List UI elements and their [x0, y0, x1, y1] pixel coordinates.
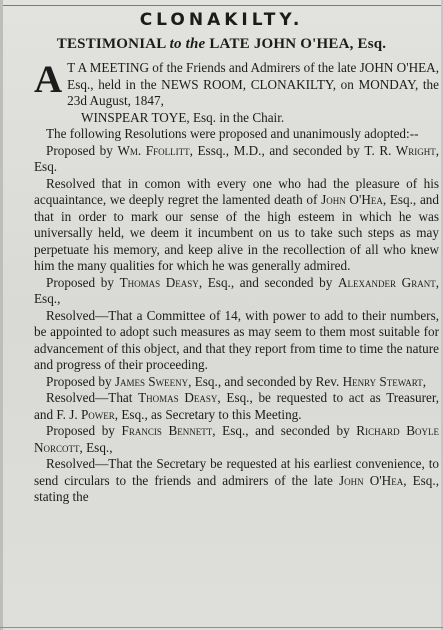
text: Resolved that in comon with every one who had the pleasure of his acquaintance, we deeply regret the lamented death of [34, 175, 439, 207]
proposal-1 [34, 143, 439, 176]
subheadline-part-1: TESTIMONIAL [56, 36, 170, 52]
proposer-name: Thomas Deasy [119, 274, 199, 290]
proposer-name: Francis Bennett [121, 423, 213, 438]
subheadline-italic: to the [169, 36, 206, 52]
resolution-3 [34, 390, 439, 423]
drop-cap: A [34, 58, 63, 101]
text: Proposed by [46, 274, 120, 290]
text: , Esq., [34, 274, 439, 306]
text: , [422, 373, 426, 389]
headline: CLONAKILTY. [139, 10, 304, 30]
subheadline-part-2: LATE JOHN O'HEA, Esq. [205, 36, 387, 52]
text: , Esq., and seconded by Rev. [188, 373, 343, 389]
text: Resolved—That the Secretary be requested at his earliest convenience, to send circulars to the friends and admirers of the late [34, 456, 439, 488]
text: , Essq., M.D., and seconded by [189, 142, 365, 158]
bottom-rule [0, 627, 443, 628]
resolution-4 [34, 456, 439, 506]
text: , Esq. [34, 142, 440, 174]
top-rule [0, 5, 443, 6]
person-name: Thomas Deasy [138, 390, 218, 405]
chair-line: WINSPEAR TOYE, Esq. in the Chair. [81, 109, 285, 125]
text: Proposed by [46, 142, 118, 158]
resolutions-intro: The following Resolutions were proposed and unanimously adopted:-- [46, 126, 419, 141]
text: , Esq., stating the [34, 472, 439, 504]
proposal-2 [34, 275, 439, 308]
opening-text: T A MEETING of the Friends and Admirers of the late JOHN O'HEA, Esq., held in the NEWS ROOM, CLONAKILTY, on MONDAY, the 23d August, 1847, [67, 60, 439, 108]
resolution-2: Resolved—That a Committee of 14, with power to add to their numbers, be appointed to adopt such measures as may seem to them most suitable for advancement of this object, and that they report from time to time the nature and progress of their proceeding. [34, 307, 439, 372]
text: Resolved—That [46, 390, 139, 405]
seconder-name: Richard Boyle Norcott [34, 423, 439, 455]
text: , Esq., and that in order to mark our sense of the high esteem in which he was universally held, we deem it incumbent on us to take such steps as may perpetuate his memory, and keep alive in the recollection of all who knew him the many qualities for which he was generally admired. [34, 192, 439, 273]
person-name: John O'Hea [339, 472, 404, 488]
seconder-name: Henry Stewart [342, 373, 423, 389]
text: , Esq., be requested to act as Treasurer, and F. J. [34, 390, 440, 422]
subheadline [0, 36, 443, 53]
text: Proposed by [46, 423, 122, 438]
person-name: Power [80, 406, 115, 422]
seconder-name: Alexander Grant [338, 274, 436, 290]
proposal-4 [34, 423, 439, 456]
left-edge [0, 0, 3, 630]
resolution-1 [34, 176, 439, 275]
person-name: John O'Hea [321, 192, 383, 207]
text: , Esq., and seconded by [212, 423, 357, 438]
text: , Esq., and seconded by [198, 274, 339, 290]
proposer-name: Wm. Ffollitt [117, 142, 190, 158]
proposer-name: James Sweeny [114, 373, 189, 389]
opening-paragraph [34, 60, 439, 110]
article-body [34, 60, 439, 506]
text: , Esq., as Secretary to this Meeting. [114, 406, 302, 422]
text: Proposed by [46, 373, 115, 389]
proposal-3 [34, 374, 439, 391]
seconder-name: T. R. Wright [364, 142, 436, 158]
text: , Esq., [79, 439, 113, 455]
